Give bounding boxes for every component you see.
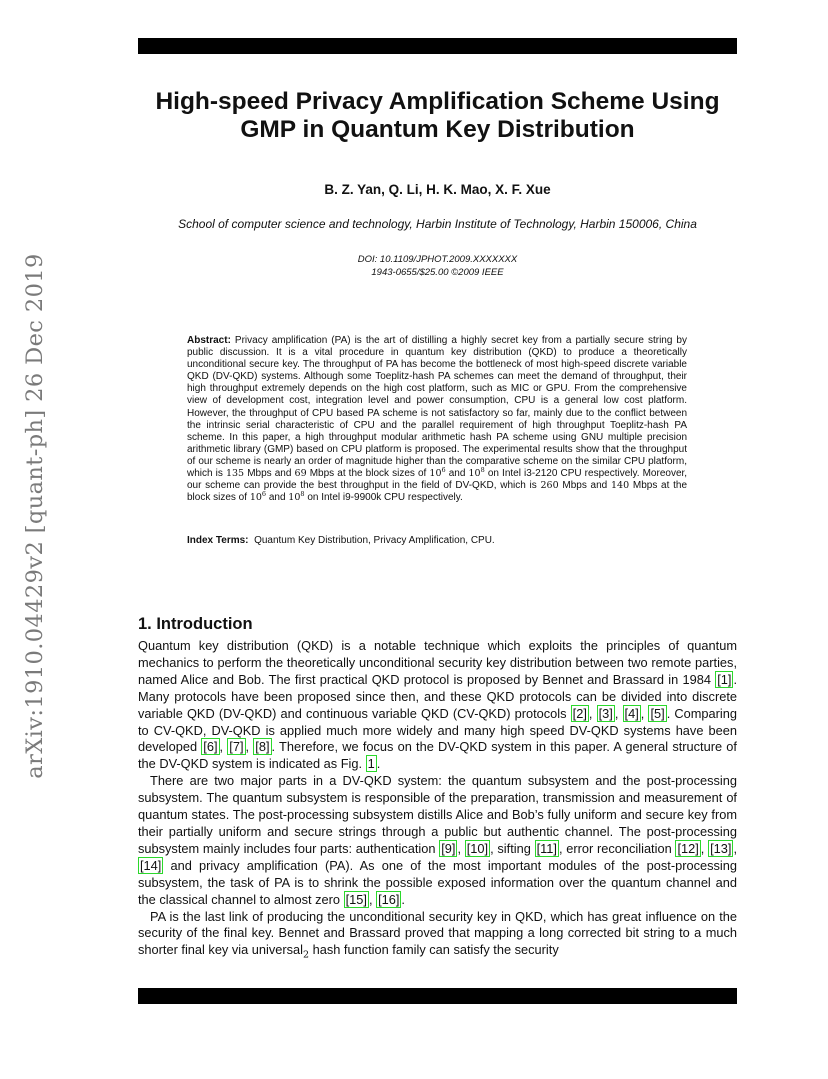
abstract-num-1: 135 — [225, 468, 245, 480]
abstract-text-6: Mbps and — [562, 480, 608, 492]
abstract-num-3: 260 — [540, 480, 559, 492]
title-line-1: High-speed Privacy Amplification Scheme Using — [155, 88, 720, 115]
citation-link[interactable]: [5] — [650, 705, 665, 721]
issn-line: 1943-0655/$25.00 ©2009 IEEE — [371, 267, 504, 278]
abstract-num-2: 69 — [294, 468, 307, 480]
citation-link[interactable]: [9] — [441, 840, 456, 856]
affiliation: School of computer science and technology, Harbin Institute of Technology, Harbin 150006, China — [178, 217, 697, 231]
abstract-math-1: $10^6$ — [429, 465, 446, 480]
abstract-text-7: Mbps at the block sizes of — [187, 480, 688, 504]
abstract — [187, 335, 687, 504]
abstract-math-2: $10^8$ — [468, 465, 485, 480]
abstract-text-3: Mbps at the block sizes of — [309, 468, 427, 480]
index-terms-text: Quantum Key Distribution, Privacy Amplification, CPU. — [254, 535, 495, 546]
authors: B. Z. Yan, Q. Li, H. K. Mao, X. F. Xue — [324, 182, 551, 197]
citation-link[interactable]: [2] — [572, 705, 587, 721]
citation-link[interactable]: [3] — [598, 705, 613, 721]
index-terms-label: Index Terms: — [187, 535, 249, 546]
paragraph-2: There are two major parts in a DV-QKD system: the quantum subsystem and the post-processing subsystem. The quantum subsystem is responsible of the preparation, transmission and measurement of quantum states. The post-processing subsystem distills Alice and Bob’s fully uniform and secure key from their partially uniform and secure strings through a public but authentic channel. The post-processing subsystem mainly includes four parts: authentication [9] , [10] , sifting [11] , error reconciliation [12] , [13] , [14] and privacy amplification (PA). As one of the most important modules of the post-processing subsystem, the task of PA is to shrink the possible exposed information over the quantum channel and the classical channel to almost zero [15] , [16] . — [138, 773, 738, 907]
introduction-body — [138, 638, 737, 959]
citation-link[interactable]: [4] — [624, 705, 639, 721]
footer-rule — [138, 988, 737, 1004]
arxiv-stamp-text: arXiv:1910.04429v2 [quant-ph] 26 Dec 2019 — [22, 253, 48, 779]
abstract-num-4: 140 — [610, 480, 630, 492]
abstract-text-4: and — [448, 468, 466, 480]
citation-link[interactable]: [1] — [717, 671, 732, 687]
paragraph-1: Quantum key distribution (QKD) is a notable technique which exploits the principles of quantum mechanics to perform the theoretically unconditional security key distribution between two remote parties, named Alice and Bob. The first practical QKD protocol is proposed by Bennet and Brassard in 1984 [1] . Many protocols have been proposed since then, and these QKD protocols can be divided into discrete variable QKD (DV-QKD) and continuous variable QKD (CV-QKD) protocols [2] , [3] , [4] , [5] . Comparing to CV-QKD, DV-QKD is applied much more widely and many high speed DV-QKD systems have been developed [6] , [7] , [8] . Therefore, we focus on the DV-QKD system in this paper. A general structure of the DV-QKD system is indicated as Fig. 1 . — [138, 638, 737, 772]
subscript-2: 2 — [303, 949, 310, 961]
abstract-label: Abstract: — [187, 335, 231, 346]
paragraph-3: PA is the last link of producing the unconditional security key in QKD, which has great influence on the security of the final key. Bennet and Brassard proved that mapping a long corrected bit string to a much shorter final key via universal$_2$ hash function family can satisfy the security — [138, 908, 737, 961]
abstract-text-2: Mbps and — [247, 468, 292, 480]
abstract-text-8: and — [268, 492, 286, 504]
citation-link[interactable]: [7] — [229, 739, 244, 755]
citation-link[interactable]: [8] — [255, 739, 270, 755]
abstract-text-9: on Intel i9-9900k CPU respectively. — [307, 492, 463, 504]
doi-line: DOI: 10.1109/JPHOT.2009.XXXXXXX — [357, 254, 518, 265]
abstract-math-4: $10^8$ — [288, 490, 305, 504]
citation-link[interactable]: [6] — [203, 739, 218, 755]
citation-link[interactable]: [14] — [140, 857, 162, 873]
figure-link[interactable]: 1 — [367, 756, 375, 772]
abstract-text-5: on Intel i3-2120 CPU respectively. Moreover, our scheme can provide the best throughput in the field of DV-QKD, which is — [187, 468, 688, 492]
header-rule — [138, 38, 737, 54]
section-heading: 1. Introduction — [138, 615, 253, 633]
title-line-2: GMP in Quantum Key Distribution — [240, 116, 635, 143]
doi-block — [138, 253, 737, 279]
citation-link[interactable]: [10] — [466, 840, 489, 856]
citation-link[interactable]: [16] — [378, 891, 400, 907]
abstract-math-3: $10^6$ — [249, 490, 267, 504]
citation-link[interactable]: [13] — [710, 840, 732, 856]
citation-link[interactable]: [15] — [345, 891, 367, 907]
citation-link[interactable]: [12] — [677, 840, 699, 856]
arxiv-stamp — [15, 253, 55, 779]
abstract-text-1: Privacy amplification (PA) is the art of distilling a highly secret key from a partially secure string by public discussion. It is a vital procedure in quantum key distribution (QKD) to produce a theoretically unconditional secure key. The throughput of PA has become the bottleneck of most high-speed discrete variable QKD (DV-QKD) systems. Although some Toeplitz-hash PA schemes can meet the demand of throughput, their high throughput extremely depends on the high cost platform, such as MIC or GPU. From the comprehensive view of development cost, integration level and power consumption, CPU is a general low cost platform. However, the throughput of CPU based PA scheme is not satisfactory so far, mainly due to the conflict between the intrinsic serial characteristic of CPU and the parallel requirement of high throughput Toeplitz-hash PA scheme. In this paper, a high throughput modular arithmetic hash PA scheme using GNU multiple precision arithmetic library (GMP) based on CPU platform is proposed. The experimental results show that the throughput of our scheme is nearly an order of magnitude higher than the comparative scheme on the similar CPU platform, which is — [187, 335, 687, 480]
index-terms — [187, 535, 687, 547]
paper-title — [138, 88, 737, 144]
citation-link[interactable]: [11] — [536, 840, 557, 856]
